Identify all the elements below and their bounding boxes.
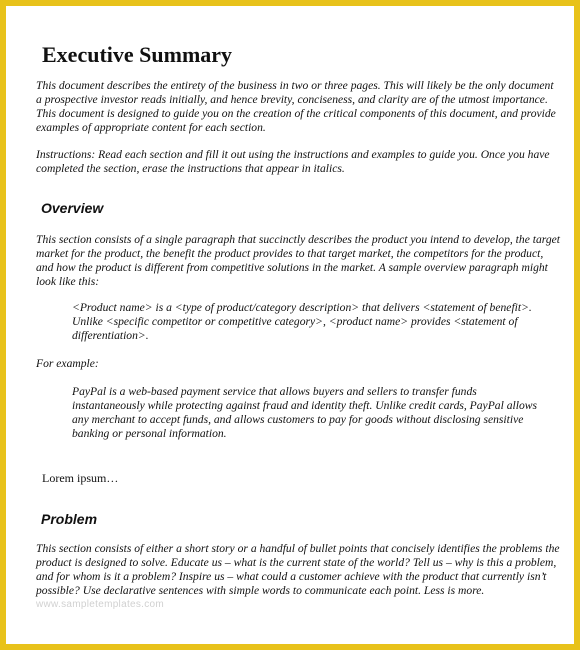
overview-example: PayPal is a web-based payment service that allows buyers and sellers to transfer funds instantaneously while protecting against fraud and identity theft. Unlike credit cards, PayPal allows any merchant to accept funds, and allows customers to pay for goods without disclosing sensitive banking or personal information. — [72, 385, 537, 440]
problem-heading: Problem — [41, 511, 98, 527]
problem-description: This section consists of either a short story or a handful of bullet points that concisely identifies the problems the product is designed to solve. Educate us – what is the current state of the world? Tell us – why is this a problem, and for whom is it a problem? Inspire us – what could a customer achieve with the product that currently isn’t possible? Use declarative sentences with simple words to communicate each point. Less is more. — [36, 542, 560, 597]
intro-paragraph: This document describes the entirety of the business in two or three pages. This will likely be the only document a prospective investor reads initially, and hence brevity, conciseness, and clarity are of the utmost importance. This document is designed to guide you on the creation of the critical components of this document, and provide examples of appropriate content for each section. — [36, 79, 556, 134]
document-title: Executive Summary — [42, 42, 233, 67]
lorem-ipsum-placeholder: Lorem ipsum… — [42, 471, 119, 485]
overview-description: This section consists of a single paragraph that succinctly describes the product you intend to develop, the target market for the product, the benefit the product provides to that target market, the competitors for the product, and how the product is different from competitive solutions in the market. A sample overview paragraph might look like this: — [36, 233, 561, 288]
overview-template: <Product name> is a <type of product/category description> that delivers <statement of benefit>. Unlike <specific competitor or competitive category>, <product name> provides <statement of differentiation>. — [72, 301, 532, 342]
example-label: For example: — [36, 357, 99, 370]
watermark-text: www.sampletemplates.com — [36, 599, 165, 610]
instructions-paragraph: Instructions: Read each section and fill it out using the instructions and examples to guide you. Once you have completed the section, erase the instructions that appear in italics. — [36, 148, 550, 175]
document-page — [6, 6, 574, 644]
overview-heading: Overview — [41, 200, 104, 216]
